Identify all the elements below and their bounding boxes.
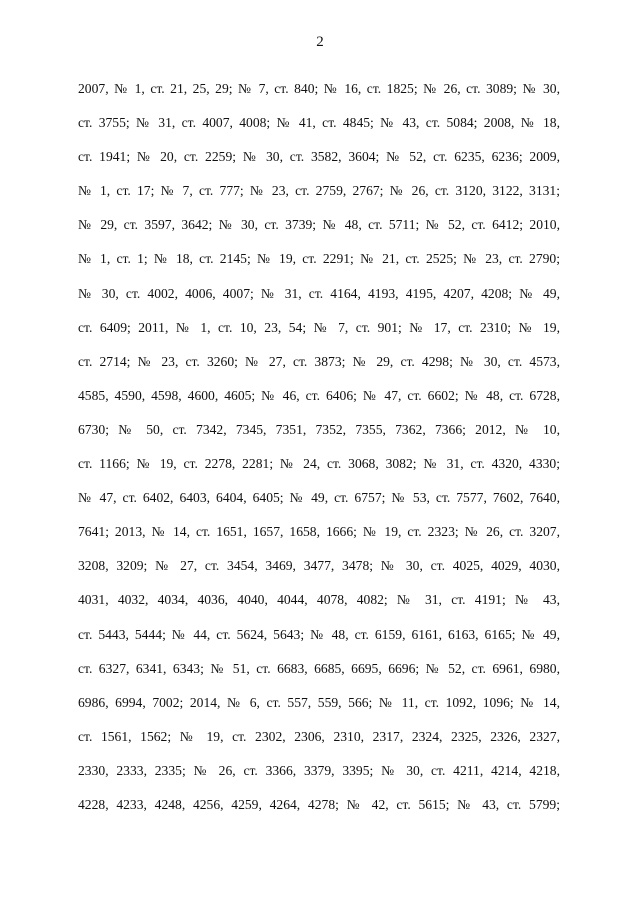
text-line: № 47, ст. 6402, 6403, 6404, 6405; № 49, ст. 6757; № 53, ст. 7577, 7602, 7640, (78, 490, 560, 506)
text-line: 3208, 3209; № 27, ст. 3454, 3469, 3477, 3478; № 30, ст. 4025, 4029, 4030, (78, 558, 560, 574)
text-line: 4228, 4233, 4248, 4256, 4259, 4264, 4278; № 42, ст. 5615; № 43, ст. 5799; (78, 796, 560, 812)
text-line: ст. 3755; № 31, ст. 4007, 4008; № 41, ст. 4845; № 43, ст. 5084; 2008, № 18, (78, 115, 560, 131)
text-line: ст. 6409; 2011, № 1, ст. 10, 23, 54; № 7, ст. 901; № 17, ст. 2310; № 19, (78, 319, 560, 335)
text-line: 4585, 4590, 4598, 4600, 4605; № 46, ст. 6406; № 47, ст. 6602; № 48, ст. 6728, (78, 387, 560, 403)
text-line: ст. 1941; № 20, ст. 2259; № 30, ст. 3582, 3604; № 52, ст. 6235, 6236; 2009, (78, 149, 560, 165)
text-line: 2007, № 1, ст. 21, 25, 29; № 7, ст. 840; № 16, ст. 1825; № 26, ст. 3089; № 30, (78, 81, 560, 96)
text-line: 7641; 2013, № 14, ст. 1651, 1657, 1658, 1666; № 19, ст. 2323; № 26, ст. 3207, (78, 524, 560, 540)
text-line: 2330, 2333, 2335; № 26, ст. 3366, 3379, 3395; № 30, ст. 4211, 4214, 4218, (78, 762, 560, 778)
text-line: ст. 5443, 5444; № 44, ст. 5624, 5643; № 48, ст. 6159, 6161, 6163, 6165; № 49, (78, 626, 560, 642)
text-line: 4031, 4032, 4034, 4036, 4040, 4044, 4078, 4082; № 31, ст. 4191; № 43, (78, 592, 560, 608)
text-line: № 29, ст. 3597, 3642; № 30, ст. 3739; № 48, ст. 5711; № 52, ст. 6412; 2010, (78, 217, 560, 233)
text-line: ст. 2714; № 23, ст. 3260; № 27, ст. 3873; № 29, ст. 4298; № 30, ст. 4573, (78, 353, 560, 369)
text-line: № 1, ст. 17; № 7, ст. 777; № 23, ст. 2759, 2767; № 26, ст. 3120, 3122, 3131; (78, 183, 560, 199)
body-text (78, 77, 560, 827)
text-line: ст. 1166; № 19, ст. 2278, 2281; № 24, ст. 3068, 3082; № 31, ст. 4320, 4330; (78, 456, 560, 472)
text-line: № 30, ст. 4002, 4006, 4007; № 31, ст. 4164, 4193, 4195, 4207, 4208; № 49, (78, 285, 560, 301)
text-line: 6730; № 50, ст. 7342, 7345, 7351, 7352, 7355, 7362, 7366; 2012, № 10, (78, 421, 560, 437)
text-line: ст. 1561, 1562; № 19, ст. 2302, 2306, 2310, 2317, 2324, 2325, 2326, 2327, (78, 728, 560, 744)
text-line: № 1, ст. 1; № 18, ст. 2145; № 19, ст. 2291; № 21, ст. 2525; № 23, ст. 2790; (78, 251, 560, 267)
text-line: ст. 6327, 6341, 6343; № 51, ст. 6683, 6685, 6695, 6696; № 52, ст. 6961, 6980, (78, 660, 560, 676)
page-number: 2 (316, 34, 324, 50)
text-line: 6986, 6994, 7002; 2014, № 6, ст. 557, 559, 566; № 11, ст. 1092, 1096; № 14, (78, 694, 560, 710)
